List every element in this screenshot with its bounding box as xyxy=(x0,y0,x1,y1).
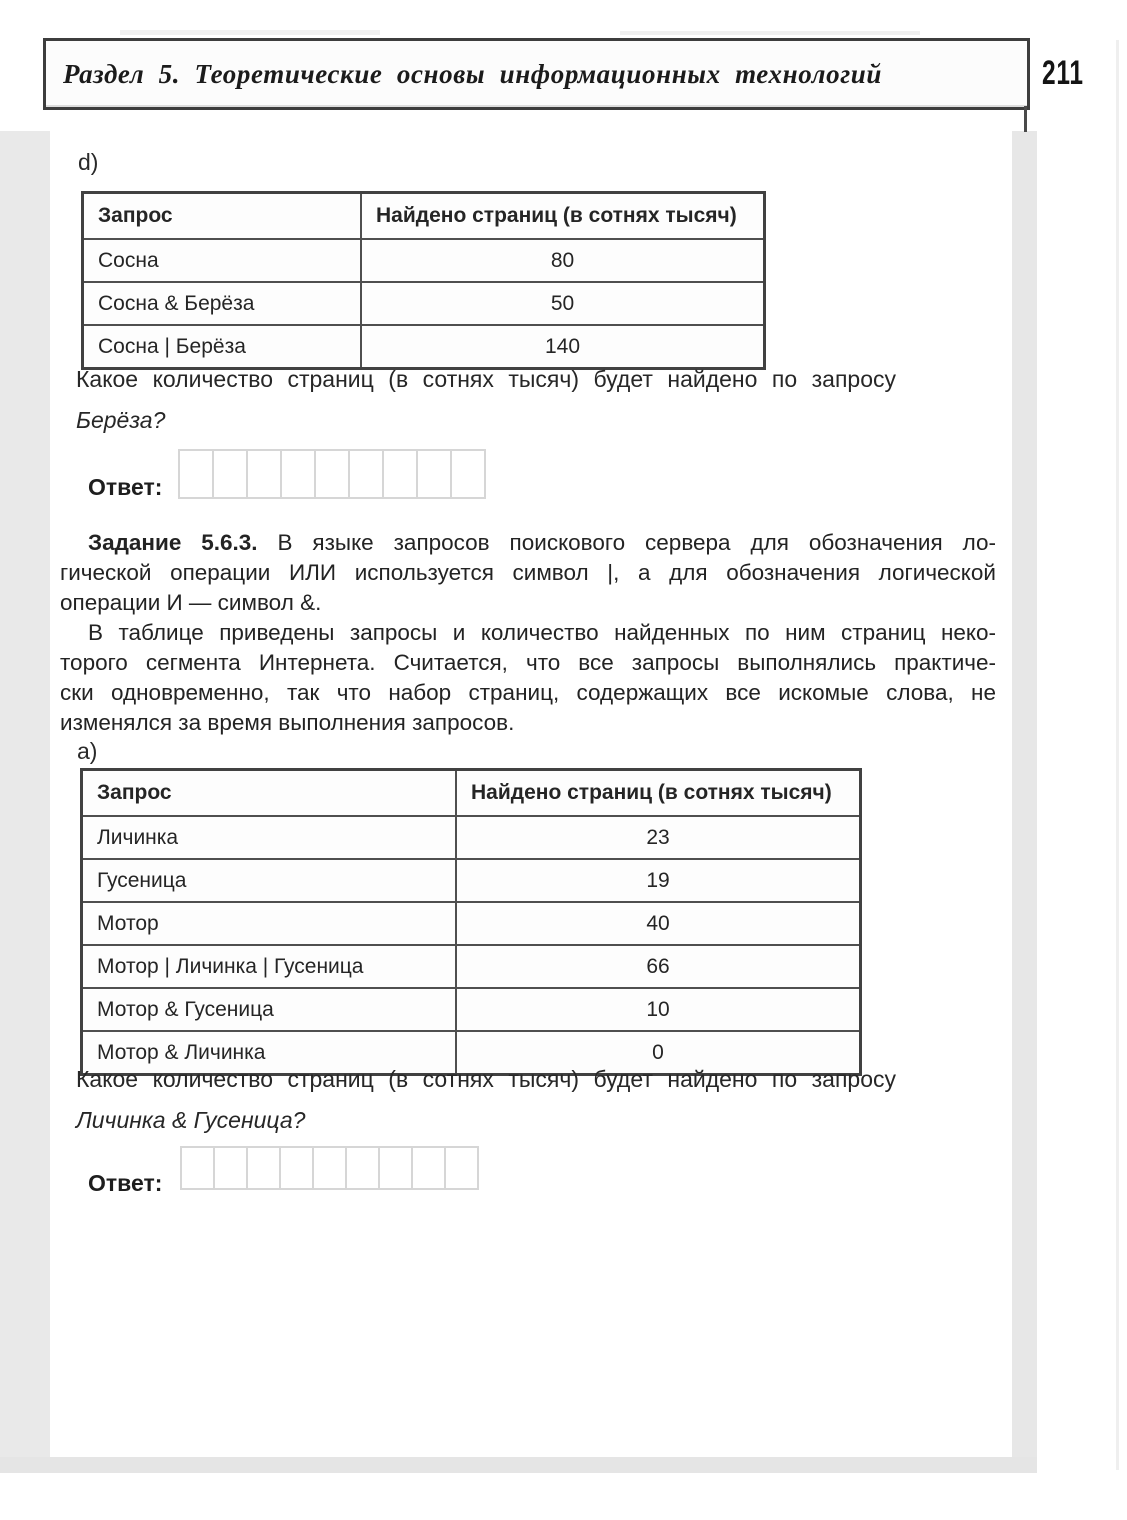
answer-cell xyxy=(345,1146,380,1190)
count-cell: 0 xyxy=(456,1031,861,1075)
count-cell: 10 xyxy=(456,988,861,1031)
column-header: Запрос xyxy=(82,770,457,817)
count-cell: 50 xyxy=(361,282,765,325)
answer-cell xyxy=(416,449,452,499)
task-text-line: Задание 5.6.3. В языке запросов поискового сервера для обозначения ло- xyxy=(88,530,996,555)
answer-cell xyxy=(280,449,316,499)
count-cell: 66 xyxy=(456,945,861,988)
task-text-line: В таблице приведены запросы и количество найденных по ним страниц неко- xyxy=(88,620,996,645)
query-results-table-d xyxy=(81,191,766,370)
question-text-a-line1: Какое количество страниц (в сотнях тысяч) будет найдено по запросу xyxy=(76,1066,896,1092)
scan-margin-left xyxy=(0,131,50,1458)
query-cell: Сосна | Берёза xyxy=(83,325,362,369)
task-text-line: операции И — символ &. xyxy=(60,590,322,615)
header-edge-line xyxy=(1024,106,1027,132)
task-number: Задание 5.6.3. xyxy=(88,530,258,555)
answer-cell xyxy=(279,1146,314,1190)
table-header-row xyxy=(82,770,861,817)
table-header-row xyxy=(83,193,765,240)
query-cell: Личинка xyxy=(82,816,457,859)
answer-cell xyxy=(312,1146,347,1190)
section-d-label: d) xyxy=(78,149,99,175)
task-text-line: гической операции ИЛИ используется символ |, а для обозначения логической xyxy=(60,560,996,585)
answer-cell xyxy=(213,1146,248,1190)
query-results-table-a xyxy=(80,768,862,1076)
query-cell: Мотор xyxy=(82,902,457,945)
answer-cell xyxy=(444,1146,479,1190)
section-header-title: Раздел 5. Теоретические основы информационных технологий xyxy=(63,58,883,89)
scan-margin-bottom xyxy=(0,1457,1037,1473)
table-row xyxy=(82,902,861,945)
count-cell: 23 xyxy=(456,816,861,859)
answer-cell xyxy=(411,1146,446,1190)
table-row xyxy=(83,282,765,325)
task-text-line: изменялся за время выполнения запросов. xyxy=(60,710,515,735)
answer-cell xyxy=(212,449,248,499)
scan-artifact xyxy=(120,30,380,35)
question-text-d-line1: Какое количество страниц (в сотнях тысяч) будет найдено по запросу xyxy=(76,366,896,392)
page-number: 211 xyxy=(1042,54,1084,92)
count-cell: 19 xyxy=(456,859,861,902)
table-row xyxy=(82,816,861,859)
answer-cell xyxy=(450,449,486,499)
answer-cell xyxy=(314,449,350,499)
count-cell: 80 xyxy=(361,239,765,282)
task-text-line: торого сегмента Интернета. Считается, что все запросы выполнялись практиче- xyxy=(60,650,996,675)
question-text-a-line2: Личинка & Гусеница? xyxy=(76,1107,306,1133)
table-row xyxy=(82,945,861,988)
scan-margin-right xyxy=(1012,131,1037,1472)
answer-label-d: Ответ: xyxy=(88,474,163,500)
query-cell: Мотор & Личинка xyxy=(82,1031,457,1075)
answer-cell xyxy=(378,1146,413,1190)
table-row xyxy=(83,325,765,369)
count-cell: 140 xyxy=(361,325,765,369)
query-cell: Мотор & Гусеница xyxy=(82,988,457,1031)
table-row xyxy=(82,859,861,902)
section-a-label: а) xyxy=(77,738,98,764)
query-cell: Сосна & Берёза xyxy=(83,282,362,325)
answer-label-a: Ответ: xyxy=(88,1170,163,1196)
answer-grid-d xyxy=(178,449,484,499)
table-row xyxy=(82,988,861,1031)
scan-artifact xyxy=(620,31,920,35)
query-cell: Сосна xyxy=(83,239,362,282)
answer-cell xyxy=(246,1146,281,1190)
task-paragraph xyxy=(60,528,996,738)
column-header: Запрос xyxy=(83,193,362,240)
answer-cell xyxy=(348,449,384,499)
answer-cell xyxy=(178,449,214,499)
query-cell: Гусеница xyxy=(82,859,457,902)
answer-cell xyxy=(382,449,418,499)
column-header: Найдено страниц (в сотнях тысяч) xyxy=(361,193,765,240)
column-header: Найдено страниц (в сотнях тысяч) xyxy=(456,770,861,817)
section-header-box xyxy=(43,38,1030,110)
table-row xyxy=(83,239,765,282)
question-text-d-line2: Берёза? xyxy=(76,407,166,433)
count-cell: 40 xyxy=(456,902,861,945)
page-edge-line xyxy=(1116,40,1119,1470)
answer-cell xyxy=(180,1146,215,1190)
task-text-line: ски одновременно, так что набор страниц, содержащих все искомые слова, не xyxy=(60,680,996,705)
answer-grid-a xyxy=(180,1146,477,1190)
query-cell: Мотор | Личинка | Гусеница xyxy=(82,945,457,988)
answer-cell xyxy=(246,449,282,499)
